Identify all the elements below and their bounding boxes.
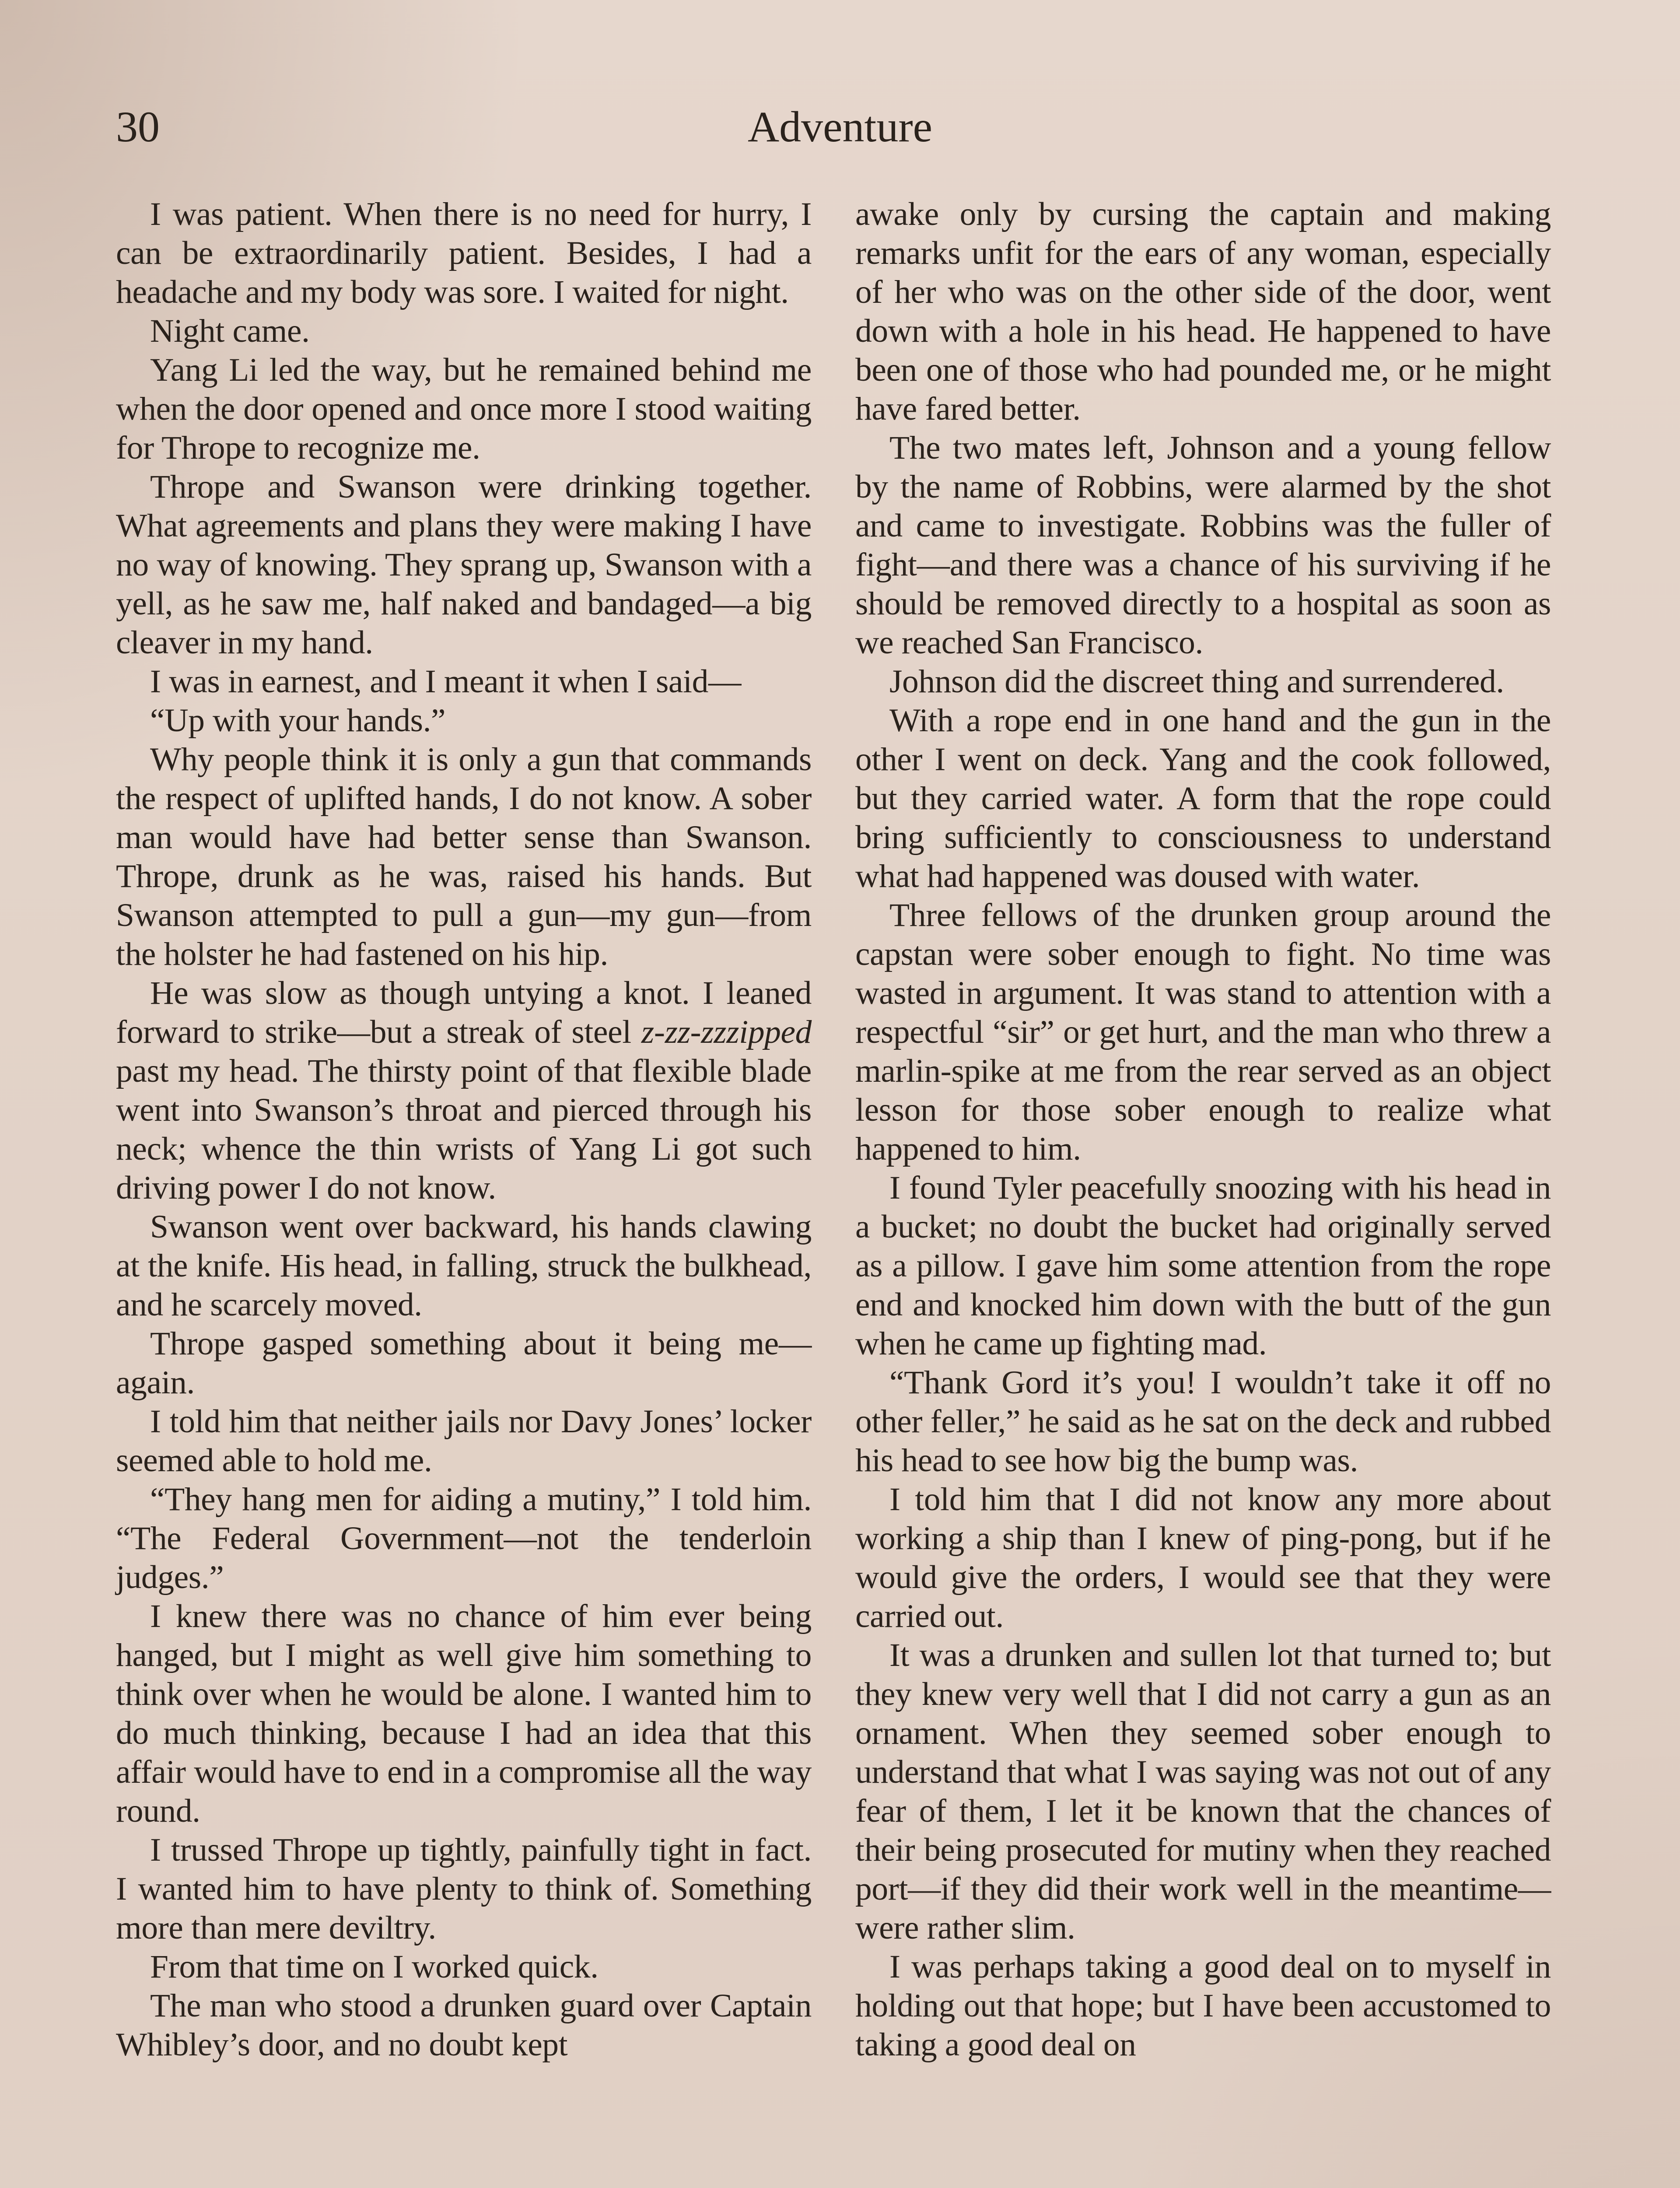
paragraph-text: He was slow as though untying a knot. I leaned forward to strike—but a streak of steel [116, 975, 812, 1050]
paragraph: Thrope and Swanson were drinking together. What agreements and plans they were making I have no way of knowing. They sprang up, Swanson with a yell, as he saw me, half naked and bandaged—a big cleaver in my hand. [116, 469, 812, 661]
page-header [116, 98, 1564, 155]
paragraph: “They hang men for aiding a mutiny,” I told him. “The Federal Government—not the tenderloin judges.” [116, 1481, 812, 1595]
paragraph: I found Tyler peacefully snoozing with his head in a bucket; no doubt the bucket had originally served as a pillow. I gave him some attention from the rope end and knocked him down with the butt of the gun when he came up fighting mad. [855, 1170, 1551, 1362]
paragraph: The man who stood a drunken guard over Captain Whibley’s door, and no doubt kept [116, 1988, 812, 2063]
paragraph: Night came. [150, 313, 310, 349]
paragraph: Swanson went over backward, his hands clawing at the knife. His head, in falling, struck the bulkhead, and he scarcely moved. [116, 1209, 812, 1323]
paragraph: From that time on I worked quick. [150, 1949, 598, 1985]
paragraph: I knew there was no chance of him ever being hanged, but I might as well give him something to think over when he would be alone. I wanted him to do much thinking, because I had an idea that this affair would have to end in a compromise all the way round. [116, 1598, 812, 1829]
paragraph-text: past my head. The thirsty point of that flexible blade went into Swanson’s throat and pierced through his neck; whence the thin wrists of Yang Li got such driving power I do not know. [116, 1053, 812, 1206]
paragraph: Three fellows of the drunken group around the capstan were sober enough to fight. No time was wasted in argument. It was stand to attention with a respectful “sir” or get hurt, and the man who threw a marlin-spike at me from the rear served as an object lesson for those sober enough to realize what happened to him. [855, 897, 1551, 1167]
paragraph: I was patient. When there is no need for hurry, I can be extraordinarily patient. Besides, I had a headache and my body was sore. I waited for night. [116, 196, 812, 310]
running-title: Adventure [747, 102, 933, 151]
paragraph: I was in earnest, and I meant it when I said— [150, 663, 742, 700]
paragraph: Why people think it is only a gun that commands the respect of uplifted hands, I do not know. A sober man would have had better sense than Swanson. Thrope, drunk as he was, raised his hands. But Swanson attempted to pull a gun—my gun—from the holster he had fastened on his hip. [116, 741, 812, 972]
paragraph: “Thank Gord it’s you! I wouldn’t take it off no other feller,” he said as he sat on the deck and rubbed his head to see how big the bump was. [855, 1364, 1551, 1479]
paragraph: I told him that neither jails nor Davy Jones’ locker seemed able to hold me. [116, 1403, 812, 1479]
paragraph: I trussed Thrope up tightly, painfully tight in fact. I wanted him to have plenty to think of. Something more than mere deviltry. [116, 1832, 812, 1946]
italic-sound-effect: z-zz-zzzipped [641, 1014, 812, 1050]
paragraph: “Up with your hands.” [150, 702, 446, 739]
right-column [855, 195, 1551, 2064]
paragraph: Thrope gasped something about it being me—again. [116, 1325, 812, 1401]
paragraph: The two mates left, Johnson and a young fellow by the name of Robbins, were alarmed by the shot and came to investigate. Robbins was the fuller of fight—and there was a chance of his surviving if he should be removed directly to a hospital as soon as we reached San Francisco. [855, 430, 1551, 661]
paragraph: With a rope end in one hand and the gun in the other I went on deck. Yang and the cook followed, but they carried water. A form that the rope could bring sufficiently to consciousness to understand what had happened was doused with water. [855, 702, 1551, 894]
paragraph: Johnson did the discreet thing and surrendered. [889, 663, 1504, 700]
left-column [116, 195, 812, 2064]
paragraph: I told him that I did not know any more about working a ship than I knew of ping-pong, but if he would give the orders, I would see that they were carried out. [855, 1481, 1551, 1634]
paragraph: It was a drunken and sullen lot that turned to; but they knew very well that I did not carry a gun as an ornament. When they seemed sober enough to understand that what I was saying was not out of any fear of them, I let it be known that the chances of their being prosecuted for mutiny when they reached port—if they did their work well in the meantime—were rather slim. [855, 1637, 1551, 1946]
page-number: 30 [116, 102, 160, 151]
paragraph [116, 974, 812, 1207]
paragraph-continued: awake only by cursing the captain and making remarks unfit for the ears of any woman, especially of her who was on the other side of the door, went down with a hole in his head. He happened to have been one of those who had pounded me, or he might have fared better. [855, 196, 1551, 427]
paragraph: I was perhaps taking a good deal on to myself in holding out that hope; but I have been accustomed to taking a good deal on [855, 1949, 1551, 2063]
paragraph: Yang Li led the way, but he remained behind me when the door opened and once more I stood waiting for Thrope to recognize me. [116, 352, 812, 466]
